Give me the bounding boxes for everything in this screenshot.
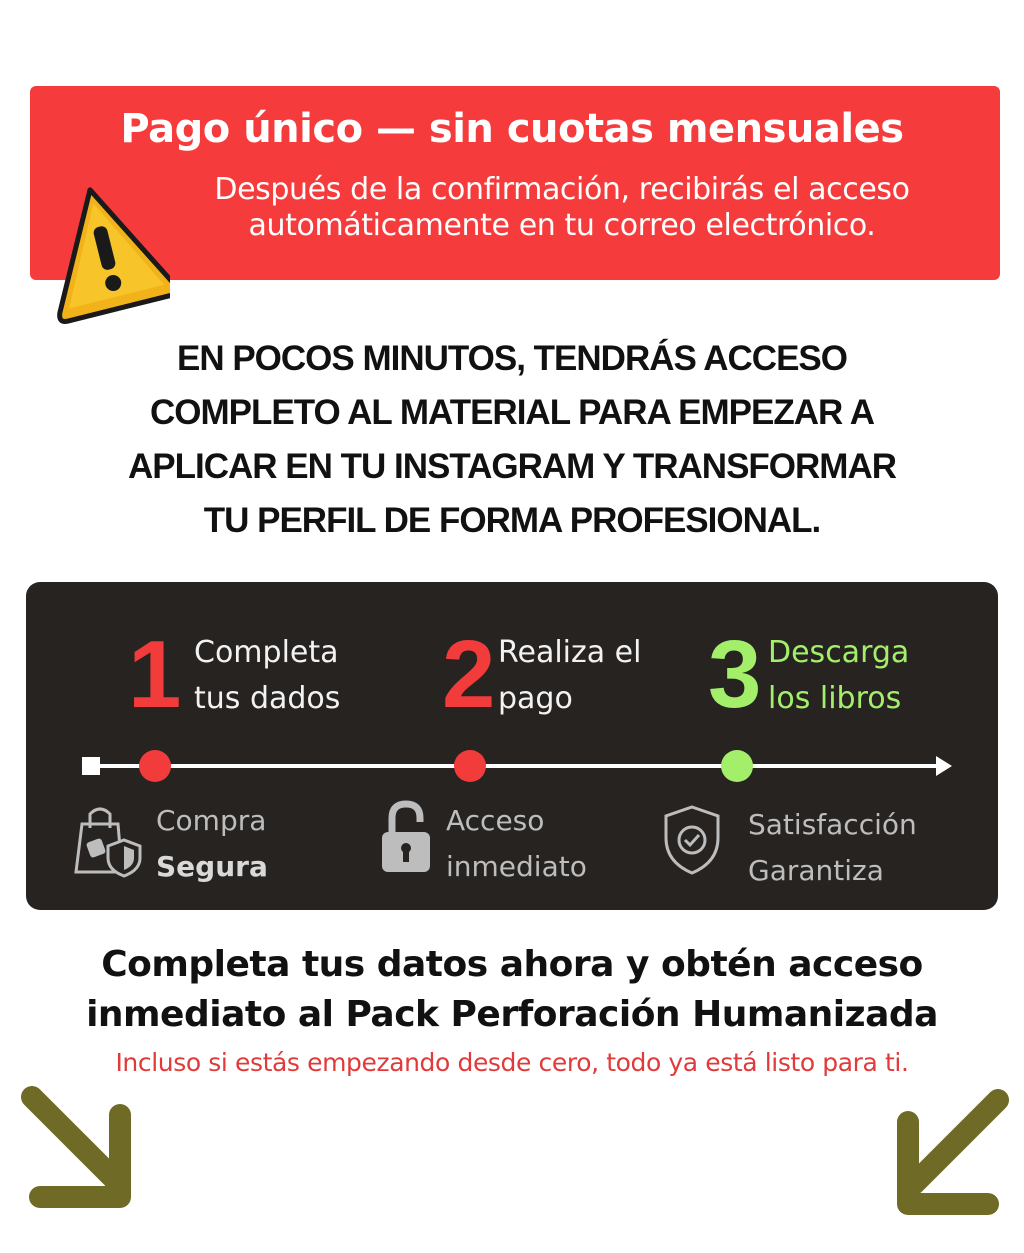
feature-secure-line1: Compra	[156, 804, 267, 837]
step-3-line1: Descarga	[768, 635, 910, 670]
step-2-number: 2	[442, 621, 496, 728]
timeline-dot-1	[139, 750, 171, 782]
shield-check-icon	[662, 804, 722, 876]
step-3-label	[768, 630, 968, 722]
step-3-number: 3	[708, 621, 762, 728]
shopping-bag-shield-icon	[72, 802, 144, 878]
progress-timeline	[80, 748, 960, 788]
feature-access-line2: inmediato	[446, 850, 587, 883]
step-2-label	[498, 630, 698, 722]
timeline-dot-3	[721, 750, 753, 782]
step-2-line2: pago	[498, 681, 573, 716]
step-1	[128, 620, 358, 730]
cta-subtext: Incluso si estás empezando desde cero, todo ya está listo para ti.	[115, 1048, 909, 1077]
feature-access-line1: Acceso	[446, 804, 545, 837]
headline-line3: APLICAR EN TU INSTAGRAM Y TRANSFORMAR	[128, 447, 896, 486]
cta-line2: inmediato al Pack Perforación Humanizada	[86, 994, 938, 1035]
banner-subtitle-line2: automáticamente en tu correo electrónico.	[248, 208, 876, 243]
headline-line1: EN POCOS MINUTOS, TENDRÁS ACCESO	[176, 339, 848, 378]
arrow-down-left-icon	[876, 1084, 1016, 1224]
feature-satisfaction-line2: Garantiza	[748, 854, 884, 887]
feature-satisfaction-line1: Satisfacción	[748, 808, 917, 841]
warning-icon	[40, 150, 170, 326]
padlock-icon	[380, 800, 432, 874]
banner-title: Pago único — sin cuotas mensuales	[120, 106, 904, 152]
step-3	[708, 620, 938, 730]
headline-line4: TU PERFIL DE FORMA PROFESIONAL.	[203, 501, 821, 540]
feature-secure	[156, 798, 268, 890]
step-1-line2: tus dados	[194, 681, 341, 716]
cta-heading	[20, 940, 1004, 1040]
timeline-start-square	[82, 757, 100, 775]
step-2	[442, 620, 672, 730]
step-3-line2: los libros	[768, 681, 902, 716]
step-2-line1: Realiza el	[498, 635, 642, 670]
cta-line1: Completa tus datos ahora y obtén acceso	[101, 944, 923, 985]
step-1-label	[194, 630, 394, 722]
feature-access	[446, 798, 587, 890]
headline	[40, 332, 984, 548]
feature-secure-line2: Segura	[156, 850, 268, 883]
timeline-dot-2	[454, 750, 486, 782]
banner-subtitle-line1: Después de la confirmación, recibirás el acceso	[214, 172, 910, 207]
feature-satisfaction	[748, 802, 917, 894]
arrow-down-right-icon	[10, 1085, 150, 1225]
step-1-number: 1	[128, 621, 182, 728]
step-1-line1: Completa	[194, 635, 339, 670]
timeline-arrowhead-icon	[936, 756, 952, 776]
banner-subtitle	[120, 172, 1004, 244]
headline-line2: COMPLETO AL MATERIAL PARA EMPEZAR A	[150, 393, 874, 432]
